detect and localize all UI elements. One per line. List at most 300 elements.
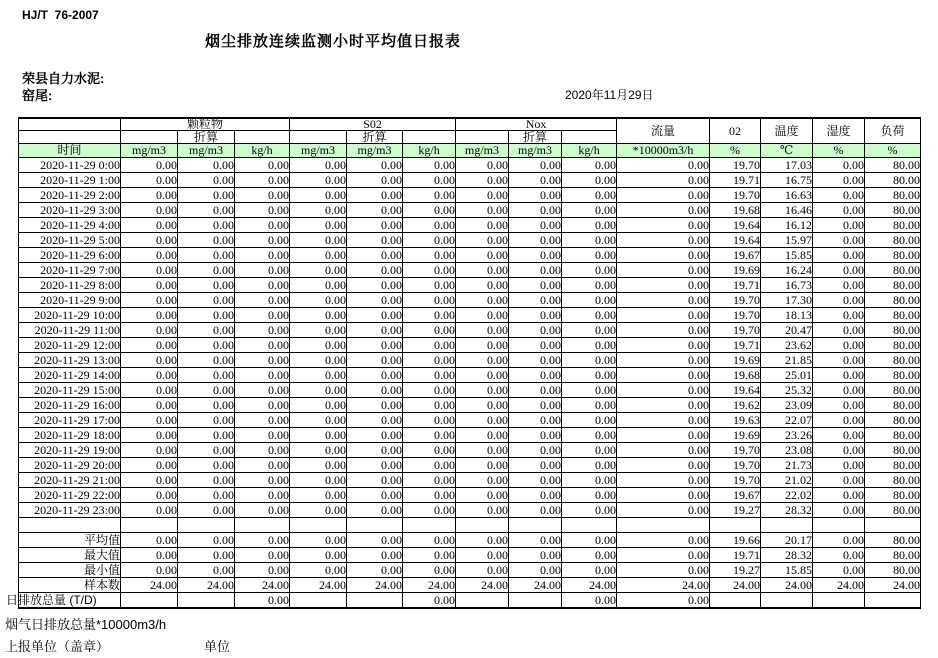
value-cell: 0.00 (813, 533, 865, 548)
value-cell: 0.00 (235, 383, 290, 398)
value-cell: 0.00 (403, 293, 456, 308)
value-cell: 0.00 (509, 533, 562, 548)
value-cell: 0.00 (121, 398, 178, 413)
table-row (19, 278, 921, 293)
value-cell: 0.00 (403, 443, 456, 458)
value-cell: 0.00 (562, 278, 617, 293)
table-row (19, 458, 921, 473)
value-cell: 0.00 (121, 203, 178, 218)
time-cell: 2020-11-29 16:00 (19, 398, 121, 413)
value-cell: 15.85 (761, 248, 813, 263)
value-cell: 80.00 (865, 503, 921, 518)
value-cell: 0.00 (403, 473, 456, 488)
value-cell: 0.00 (403, 383, 456, 398)
unit-cell: kg/h (403, 144, 456, 158)
value-cell: 80.00 (865, 353, 921, 368)
value-cell: 0.00 (235, 248, 290, 263)
table-row (19, 383, 921, 398)
value-cell (710, 518, 761, 533)
value-cell: 0.00 (121, 293, 178, 308)
value-cell: 0.00 (509, 473, 562, 488)
value-cell (403, 518, 456, 533)
value-cell: 0.00 (403, 203, 456, 218)
value-cell: 0.00 (562, 248, 617, 263)
value-cell: 0.00 (347, 293, 403, 308)
value-cell: 0.00 (562, 368, 617, 383)
value-cell: 0.00 (235, 263, 290, 278)
value-cell: 0.00 (235, 218, 290, 233)
value-cell: 0.00 (403, 308, 456, 323)
value-cell: 0.00 (617, 278, 710, 293)
blank-cell (19, 518, 121, 533)
value-cell: 19.70 (710, 293, 761, 308)
value-cell: 0.00 (813, 233, 865, 248)
value-cell: 0.00 (235, 593, 290, 609)
value-cell: 0.00 (813, 173, 865, 188)
value-cell: 0.00 (290, 203, 347, 218)
value-cell: 0.00 (290, 413, 347, 428)
value-cell: 80.00 (865, 158, 921, 173)
table-row (19, 503, 921, 518)
value-cell: 0.00 (347, 548, 403, 563)
value-cell (813, 518, 865, 533)
value-cell: 0.00 (178, 263, 235, 278)
value-cell: 0.00 (403, 278, 456, 293)
value-cell: 21.02 (761, 473, 813, 488)
value-cell: 0.00 (290, 338, 347, 353)
value-cell: 0.00 (347, 173, 403, 188)
value-cell (290, 518, 347, 533)
value-cell: 19.68 (710, 203, 761, 218)
value-cell (290, 593, 347, 609)
time-cell: 2020-11-29 13:00 (19, 353, 121, 368)
value-cell: 0.00 (509, 443, 562, 458)
unit-label: 单位 (204, 639, 231, 654)
value-cell: 0.00 (290, 278, 347, 293)
value-cell: 0.00 (403, 158, 456, 173)
value-cell: 0.00 (347, 158, 403, 173)
time-cell: 2020-11-29 22:00 (19, 488, 121, 503)
value-cell: 0.00 (121, 188, 178, 203)
unit-cell: % (865, 144, 921, 158)
value-cell: 19.63 (710, 413, 761, 428)
value-cell: 0.00 (121, 323, 178, 338)
value-cell: 0.00 (617, 218, 710, 233)
value-cell: 0.00 (290, 503, 347, 518)
value-cell: 0.00 (813, 503, 865, 518)
value-cell: 0.00 (178, 458, 235, 473)
value-cell: 0.00 (562, 533, 617, 548)
value-cell (235, 518, 290, 533)
value-cell: 0.00 (347, 413, 403, 428)
value-cell: 0.00 (456, 248, 509, 263)
value-cell: 19.70 (710, 458, 761, 473)
value-cell: 0.00 (562, 593, 617, 609)
value-cell: 19.69 (710, 353, 761, 368)
value-cell: 0.00 (121, 563, 178, 578)
value-cell: 0.00 (403, 593, 456, 609)
value-cell: 0.00 (121, 308, 178, 323)
value-cell: 0.00 (617, 458, 710, 473)
value-cell: 0.00 (562, 548, 617, 563)
value-cell: 22.07 (761, 413, 813, 428)
value-cell: 0.00 (235, 428, 290, 443)
value-cell: 80.00 (865, 278, 921, 293)
value-cell: 19.70 (710, 188, 761, 203)
value-cell: 0.00 (562, 353, 617, 368)
value-cell: 0.00 (813, 248, 865, 263)
value-cell: 0.00 (562, 218, 617, 233)
value-cell: 21.85 (761, 353, 813, 368)
value-cell: 25.32 (761, 383, 813, 398)
time-cell: 2020-11-29 1:00 (19, 173, 121, 188)
value-cell: 0.00 (235, 353, 290, 368)
value-cell: 0.00 (562, 323, 617, 338)
value-cell: 0.00 (290, 233, 347, 248)
value-cell: 0.00 (456, 443, 509, 458)
value-cell: 0.00 (121, 503, 178, 518)
value-cell: 0.00 (562, 338, 617, 353)
value-cell: 0.00 (235, 443, 290, 458)
value-cell: 0.00 (456, 173, 509, 188)
value-cell: 19.27 (710, 503, 761, 518)
value-cell: 0.00 (403, 563, 456, 578)
o2-header: 02 (710, 118, 761, 144)
value-cell: 0.00 (347, 203, 403, 218)
time-cell: 2020-11-29 20:00 (19, 458, 121, 473)
value-cell: 20.47 (761, 323, 813, 338)
value-cell: 0.00 (509, 413, 562, 428)
value-cell (456, 518, 509, 533)
value-cell: 0.00 (290, 488, 347, 503)
value-cell: 0.00 (562, 308, 617, 323)
value-cell: 80.00 (865, 173, 921, 188)
value-cell: 0.00 (456, 548, 509, 563)
value-cell: 0.00 (456, 458, 509, 473)
value-cell: 0.00 (562, 563, 617, 578)
value-cell: 0.00 (403, 413, 456, 428)
value-cell: 0.00 (617, 443, 710, 458)
value-cell: 23.09 (761, 398, 813, 413)
value-cell: 0.00 (617, 383, 710, 398)
value-cell: 0.00 (347, 263, 403, 278)
value-cell: 0.00 (290, 218, 347, 233)
value-cell (178, 593, 235, 609)
value-cell: 0.00 (178, 398, 235, 413)
value-cell: 0.00 (347, 428, 403, 443)
table-row (19, 443, 921, 458)
value-cell: 0.00 (178, 158, 235, 173)
value-cell: 80.00 (865, 233, 921, 248)
value-cell: 0.00 (347, 473, 403, 488)
table-row (19, 578, 921, 593)
blank-cell (403, 131, 456, 144)
value-cell: 0.00 (813, 293, 865, 308)
total-label-cell: 日排放总量 (T/D) (19, 593, 121, 609)
value-cell: 16.46 (761, 203, 813, 218)
unit-cell: mg/m3 (178, 144, 235, 158)
value-cell: 0.00 (456, 263, 509, 278)
value-cell: 0.00 (617, 308, 710, 323)
value-cell: 0.00 (290, 443, 347, 458)
time-cell: 2020-11-29 21:00 (19, 473, 121, 488)
value-cell: 19.71 (710, 278, 761, 293)
value-cell: 0.00 (509, 278, 562, 293)
value-cell: 0.00 (562, 383, 617, 398)
value-cell: 0.00 (562, 203, 617, 218)
value-cell: 80.00 (865, 383, 921, 398)
value-cell: 19.71 (710, 548, 761, 563)
value-cell: 0.00 (121, 428, 178, 443)
unit-cell: *10000m3/h (617, 144, 710, 158)
blank-cell (235, 131, 290, 144)
table-row (19, 248, 921, 263)
value-cell: 0.00 (178, 278, 235, 293)
value-cell: 80.00 (865, 263, 921, 278)
value-cell: 0.00 (509, 323, 562, 338)
value-cell: 0.00 (347, 368, 403, 383)
value-cell: 0.00 (347, 278, 403, 293)
value-cell: 0.00 (617, 173, 710, 188)
value-cell: 0.00 (235, 173, 290, 188)
station-name: 窑尾: (22, 88, 53, 103)
converted-header-so2: 折算 (347, 131, 403, 144)
value-cell: 0.00 (617, 473, 710, 488)
value-cell: 0.00 (813, 308, 865, 323)
value-cell: 0.00 (178, 533, 235, 548)
value-cell: 0.00 (509, 383, 562, 398)
value-cell: 0.00 (178, 248, 235, 263)
value-cell: 24.00 (865, 578, 921, 593)
value-cell: 0.00 (813, 323, 865, 338)
value-cell: 17.03 (761, 158, 813, 173)
value-cell: 0.00 (562, 173, 617, 188)
value-cell: 16.12 (761, 218, 813, 233)
value-cell: 0.00 (509, 233, 562, 248)
value-cell: 24.00 (290, 578, 347, 593)
value-cell: 24.00 (710, 578, 761, 593)
value-cell: 0.00 (347, 443, 403, 458)
value-cell: 80.00 (865, 443, 921, 458)
value-cell: 0.00 (178, 308, 235, 323)
value-cell: 0.00 (347, 458, 403, 473)
value-cell: 0.00 (290, 548, 347, 563)
time-cell: 2020-11-29 15:00 (19, 383, 121, 398)
value-cell: 0.00 (403, 263, 456, 278)
value-cell: 0.00 (562, 428, 617, 443)
value-cell: 16.73 (761, 278, 813, 293)
value-cell: 0.00 (509, 248, 562, 263)
value-cell: 0.00 (178, 563, 235, 578)
table-row (19, 398, 921, 413)
value-cell: 0.00 (235, 308, 290, 323)
value-cell: 0.00 (617, 263, 710, 278)
value-cell: 0.00 (178, 338, 235, 353)
blank-cell (456, 131, 509, 144)
value-cell: 0.00 (456, 218, 509, 233)
value-cell (865, 593, 921, 609)
value-cell: 0.00 (509, 188, 562, 203)
value-cell: 19.64 (710, 218, 761, 233)
value-cell: 0.00 (456, 278, 509, 293)
blank-cell (290, 131, 347, 144)
value-cell: 0.00 (235, 278, 290, 293)
value-cell: 19.66 (710, 533, 761, 548)
value-cell: 0.00 (813, 473, 865, 488)
group-so2-header: S02 (290, 118, 456, 131)
value-cell: 19.27 (710, 563, 761, 578)
value-cell: 0.00 (347, 218, 403, 233)
value-cell: 0.00 (178, 548, 235, 563)
value-cell: 0.00 (456, 353, 509, 368)
table-row (19, 533, 921, 548)
value-cell: 24.00 (178, 578, 235, 593)
value-cell (509, 593, 562, 609)
value-cell: 0.00 (121, 233, 178, 248)
value-cell: 80.00 (865, 563, 921, 578)
value-cell: 0.00 (178, 173, 235, 188)
value-cell (456, 593, 509, 609)
value-cell: 0.00 (290, 188, 347, 203)
value-cell: 0.00 (235, 563, 290, 578)
value-cell: 0.00 (813, 383, 865, 398)
value-cell: 80.00 (865, 398, 921, 413)
value-cell: 28.32 (761, 503, 813, 518)
value-cell: 0.00 (509, 218, 562, 233)
value-cell: 0.00 (456, 533, 509, 548)
time-cell: 2020-11-29 10:00 (19, 308, 121, 323)
value-cell: 24.00 (562, 578, 617, 593)
value-cell: 0.00 (456, 398, 509, 413)
value-cell: 0.00 (562, 293, 617, 308)
table-row (19, 338, 921, 353)
value-cell: 0.00 (562, 443, 617, 458)
value-cell: 23.08 (761, 443, 813, 458)
value-cell: 0.00 (178, 473, 235, 488)
value-cell: 0.00 (347, 338, 403, 353)
table-row (19, 323, 921, 338)
blank-cell (562, 131, 617, 144)
unit-cell: mg/m3 (121, 144, 178, 158)
value-cell: 0.00 (235, 323, 290, 338)
value-cell: 0.00 (121, 173, 178, 188)
value-cell: 0.00 (456, 338, 509, 353)
value-cell: 0.00 (235, 293, 290, 308)
time-cell: 2020-11-29 4:00 (19, 218, 121, 233)
value-cell: 0.00 (290, 353, 347, 368)
value-cell: 0.00 (290, 398, 347, 413)
value-cell: 0.00 (403, 398, 456, 413)
table-row (19, 563, 921, 578)
value-cell: 0.00 (617, 548, 710, 563)
table-row (19, 293, 921, 308)
time-cell: 2020-11-29 14:00 (19, 368, 121, 383)
value-cell (121, 593, 178, 609)
temp-header: 温度 (761, 118, 813, 144)
value-cell: 0.00 (403, 548, 456, 563)
value-cell: 0.00 (235, 158, 290, 173)
value-cell: 0.00 (235, 503, 290, 518)
value-cell: 80.00 (865, 188, 921, 203)
value-cell: 0.00 (456, 488, 509, 503)
value-cell: 0.00 (235, 413, 290, 428)
time-cell: 2020-11-29 6:00 (19, 248, 121, 263)
value-cell: 18.13 (761, 308, 813, 323)
value-cell: 0.00 (617, 488, 710, 503)
company-name: 荣县自力水泥: (22, 71, 105, 86)
value-cell: 0.00 (617, 563, 710, 578)
value-cell: 24.00 (121, 578, 178, 593)
value-cell: 0.00 (456, 383, 509, 398)
time-cell: 2020-11-29 17:00 (19, 413, 121, 428)
value-cell: 0.00 (509, 398, 562, 413)
value-cell: 0.00 (178, 488, 235, 503)
report-table-body (6, 158, 921, 609)
value-cell: 0.00 (347, 353, 403, 368)
value-cell (121, 518, 178, 533)
value-cell: 0.00 (121, 218, 178, 233)
value-cell: 0.00 (456, 233, 509, 248)
value-cell: 0.00 (290, 248, 347, 263)
value-cell: 0.00 (617, 203, 710, 218)
table-row (19, 473, 921, 488)
value-cell: 17.30 (761, 293, 813, 308)
group-nox-header: Nox (456, 118, 617, 131)
value-cell: 0.00 (290, 563, 347, 578)
value-cell: 24.00 (761, 578, 813, 593)
value-cell: 0.00 (347, 323, 403, 338)
value-cell: 0.00 (121, 338, 178, 353)
value-cell (761, 593, 813, 609)
value-cell: 0.00 (290, 368, 347, 383)
time-cell: 2020-11-29 2:00 (19, 188, 121, 203)
time-cell: 2020-11-29 19:00 (19, 443, 121, 458)
time-cell: 2020-11-29 7:00 (19, 263, 121, 278)
value-cell: 16.63 (761, 188, 813, 203)
value-cell: 0.00 (347, 563, 403, 578)
value-cell: 24.00 (347, 578, 403, 593)
value-cell: 0.00 (178, 443, 235, 458)
value-cell: 23.26 (761, 428, 813, 443)
value-cell: 24.00 (509, 578, 562, 593)
value-cell: 0.00 (347, 233, 403, 248)
value-cell: 0.00 (121, 488, 178, 503)
value-cell: 80.00 (865, 203, 921, 218)
value-cell: 0.00 (403, 503, 456, 518)
value-cell: 0.00 (509, 203, 562, 218)
value-cell: 0.00 (617, 188, 710, 203)
value-cell: 20.17 (761, 533, 813, 548)
monitoring-table (6, 117, 921, 609)
value-cell: 0.00 (509, 503, 562, 518)
value-cell: 0.00 (347, 383, 403, 398)
value-cell: 0.00 (617, 293, 710, 308)
table-row (19, 158, 921, 173)
page-title: 烟尘排放连续监测小时平均值日报表 (205, 33, 462, 50)
unit-cell: % (710, 144, 761, 158)
table-row (19, 488, 921, 503)
value-cell: 0.00 (178, 428, 235, 443)
value-cell: 0.00 (813, 158, 865, 173)
value-cell: 0.00 (290, 428, 347, 443)
value-cell: 0.00 (235, 398, 290, 413)
value-cell: 0.00 (290, 383, 347, 398)
value-cell: 0.00 (403, 533, 456, 548)
corner-blank-cell (19, 118, 121, 131)
value-cell: 0.00 (509, 563, 562, 578)
value-cell: 0.00 (617, 323, 710, 338)
value-cell: 0.00 (617, 533, 710, 548)
